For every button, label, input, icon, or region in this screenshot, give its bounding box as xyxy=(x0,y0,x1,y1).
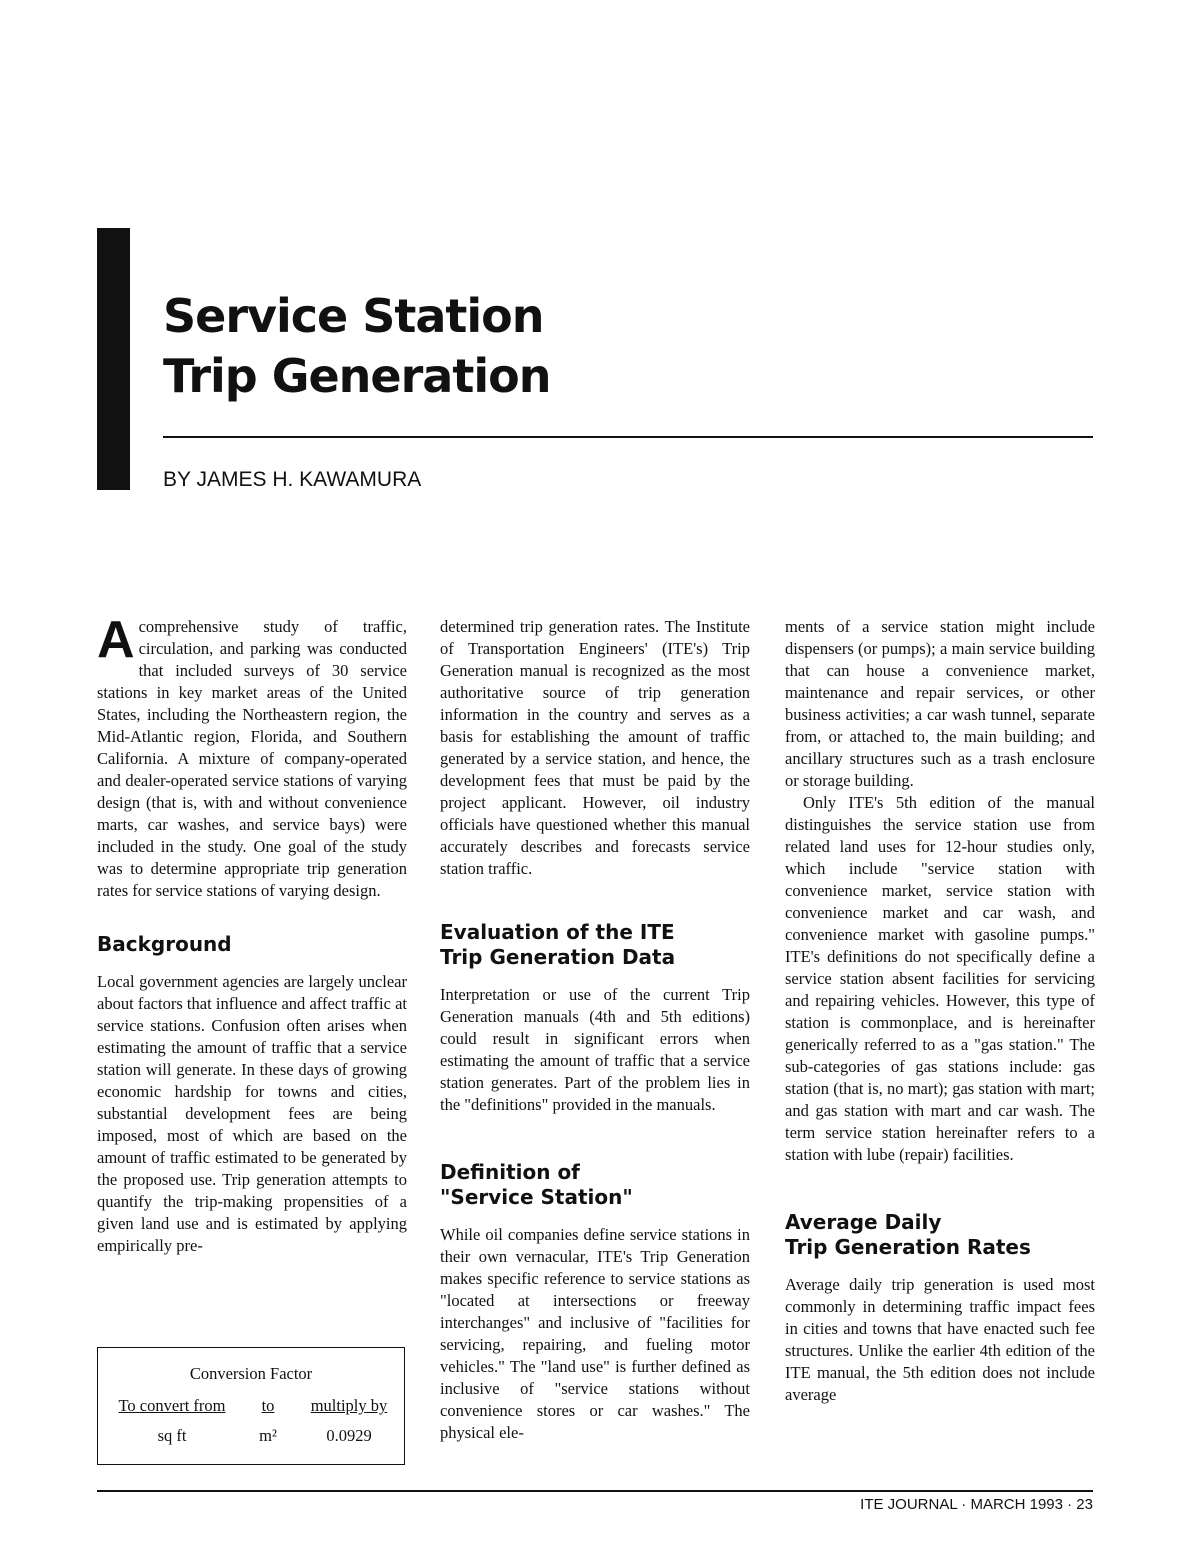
continued-paragraph: ments of a service station might include dispensers (or pumps); a main service building that can house a convenience market, maintenance and repair services, or other business activities; a car wash tunnel, separate from, or attached to, the main building; and ancillary structures such as a trash enclosure or storage building. xyxy=(785,617,1095,790)
page-footer: ITE JOURNAL · MARCH 1993 · 23 xyxy=(860,1496,1093,1513)
article-title xyxy=(163,286,863,406)
footer-rule xyxy=(97,1490,1093,1492)
intro-paragraph xyxy=(97,611,407,902)
conversion-to-unit: m² xyxy=(259,1426,277,1445)
conversion-factor-value: 0.0929 xyxy=(326,1426,372,1445)
column-2 xyxy=(440,616,750,1444)
conversion-header-from: To convert from xyxy=(118,1396,226,1415)
drop-cap: A xyxy=(97,611,135,669)
evaluation-paragraph: Interpretation or use of the current Trip Generation manuals (4th and 5th editions) could result in significant errors when estimating the amount of traffic that a service station generates. Part of the problem lies in the "definitions" provided in the manuals. xyxy=(440,985,750,1114)
conversion-header-multiply: multiply by xyxy=(310,1396,388,1415)
intro-text: comprehensive study of traffic, circulation, and parking was conducted that included surveys of 30 service stations in key market areas of the United States, including the Northeastern region, the Mid-Atlantic region, Florida, and Southern California. A mixture of company-operated and dealer-operated service stations of varying design (that is, with and without convenience marts, car washes, and service bays) were included in the study. One goal of the study was to determine appropriate trip generation rates for service stations of varying design. xyxy=(97,617,407,900)
title-line-2: Trip Generation xyxy=(163,349,551,403)
continued-paragraph: determined trip generation rates. The Institute of Transportation Engineers' (ITE's) Trip Generation manual is recognized as the most authoritative source of trip generation information in the country and serves as a basis for establishing the amount of traffic generated by a service station, and hence, the development fees that must be paid by the project applicant. However, oil industry officials have questioned whether this manual accurately describes and forecasts service station traffic. xyxy=(440,617,750,878)
ite-definitions-paragraph: Only ITE's 5th edition of the manual distinguishes the service station use from related land uses for 12-hour studies only, which include "service station with convenience market, service station with convenience market and car wash, and convenience market with gasoline pumps." ITE's definitions do not specifically define a service station absent facilities for servicing and repairing vehicles. However, this type of station is commonplace, and is hereinafter generically referred to as a "gas station." The sub-categories of gas stations include: gas station (that is, no mart); gas station with mart; and gas station with mart and car wash. The term service station hereinafter refers to a station with lube (repair) facilities. xyxy=(785,793,1095,1164)
title-rule xyxy=(163,436,1093,438)
conversion-factor-box xyxy=(97,1347,405,1465)
heading-definition: Definition of "Service Station" xyxy=(440,1160,633,1209)
heading-background: Background xyxy=(97,932,232,956)
byline: BY JAMES H. KAWAMURA xyxy=(163,468,422,491)
conversion-title: Conversion Factor xyxy=(189,1364,313,1383)
title-accent-bar xyxy=(97,228,130,490)
background-paragraph: Local government agencies are largely unclear about factors that influence and affect traffic at service stations. Confusion often arises when estimating the amount of traffic that a service station will generate. In these days of growing economic hardship for towns and cities, substantial development fees are being imposed, most of which are based on the amount of traffic estimated to be generated by the proposed use. Trip generation attempts to quantify the trip-making propensities of a given land use and is estimated by applying empirically pre- xyxy=(97,972,407,1255)
heading-evaluation: Evaluation of the ITE Trip Generation Data xyxy=(440,920,676,969)
column-1 xyxy=(97,611,407,1257)
conversion-header-to: to xyxy=(261,1396,275,1415)
heading-average-daily: Average Daily Trip Generation Rates xyxy=(785,1210,1031,1259)
column-3 xyxy=(785,616,1095,1406)
average-daily-paragraph: Average daily trip generation is used most commonly in determining traffic impact fees in cities and towns that have enacted such fee structures. Unlike the earlier 4th edition of the ITE manual, the 5th edition does not include average xyxy=(785,1275,1095,1404)
conversion-from-unit: sq ft xyxy=(157,1426,187,1445)
title-line-1: Service Station xyxy=(163,289,544,343)
definition-paragraph: While oil companies define service stations in their own vernacular, ITE's Trip Generation makes specific reference to service stations as "located at intersections or freeway interchanges" and inclusive of "facilities for servicing, repairing, and fueling motor vehicles." The "land use" is further defined as inclusive of "service stations without convenience stores or car washes." The physical ele- xyxy=(440,1225,750,1442)
